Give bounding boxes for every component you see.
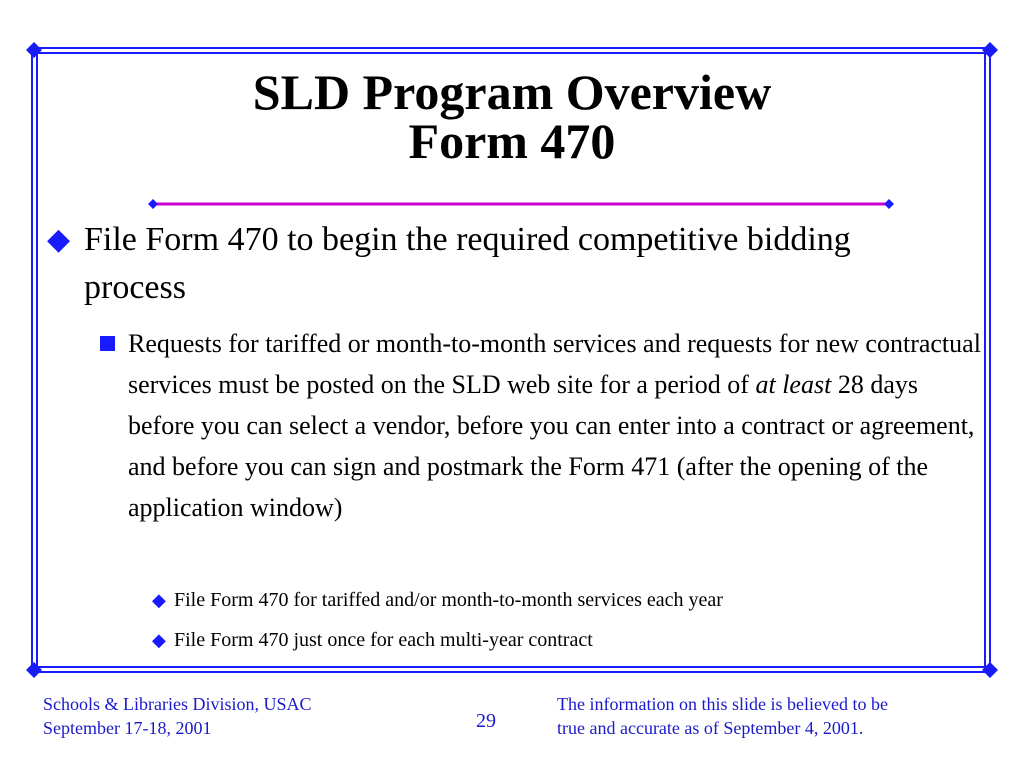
sub-sub-bullet bbox=[152, 628, 982, 652]
slide-title: SLD Program Overview bbox=[252, 64, 772, 120]
square-bullet-icon bbox=[100, 336, 115, 351]
footer-disclaimer bbox=[557, 692, 997, 740]
sub-sub-bullet-text: File Form 470 just once for each multi-year contract bbox=[174, 629, 593, 651]
footer-disclaimer-line2: true and accurate as of September 4, 2001. bbox=[557, 718, 864, 738]
sub-sub-bullet bbox=[152, 588, 982, 612]
sub-bullet bbox=[100, 323, 990, 528]
footer-organization: Schools & Libraries Division, USAC bbox=[43, 694, 312, 714]
diamond-bullet-icon: ◆ bbox=[152, 630, 166, 650]
diamond-bullet-icon: ◆ bbox=[47, 223, 71, 256]
footer-left bbox=[43, 692, 312, 740]
slide-subtitle: Form 470 bbox=[408, 113, 616, 169]
footer-disclaimer-line1: The information on this slide is believed to be bbox=[557, 694, 888, 714]
footer-date: September 17-18, 2001 bbox=[43, 718, 212, 738]
title-divider bbox=[148, 199, 894, 209]
emphasis-text: at least bbox=[755, 370, 832, 399]
sub-bullet-text bbox=[100, 323, 990, 528]
sub-sub-bullet-text: File Form 470 for tariffed and/or month-to-month services each year bbox=[174, 589, 723, 611]
sub-bullet-text-end: 28 days before you can select a vendor, before you can enter into a contract or agreement, and before you can sign and postmark the Form 471 (after the opening of the application window) bbox=[128, 370, 975, 522]
sub-bullet-text-start: Requests for tariffed or month-to-month services and requests for new contractual services must be posted on the SLD web site for a period of bbox=[128, 329, 981, 399]
diamond-bullet-icon: ◆ bbox=[152, 590, 166, 610]
page-number: 29 bbox=[476, 710, 496, 732]
main-bullet-text: File Form 470 to begin the required competitive bidding process bbox=[84, 221, 851, 306]
main-bullet bbox=[47, 216, 947, 312]
